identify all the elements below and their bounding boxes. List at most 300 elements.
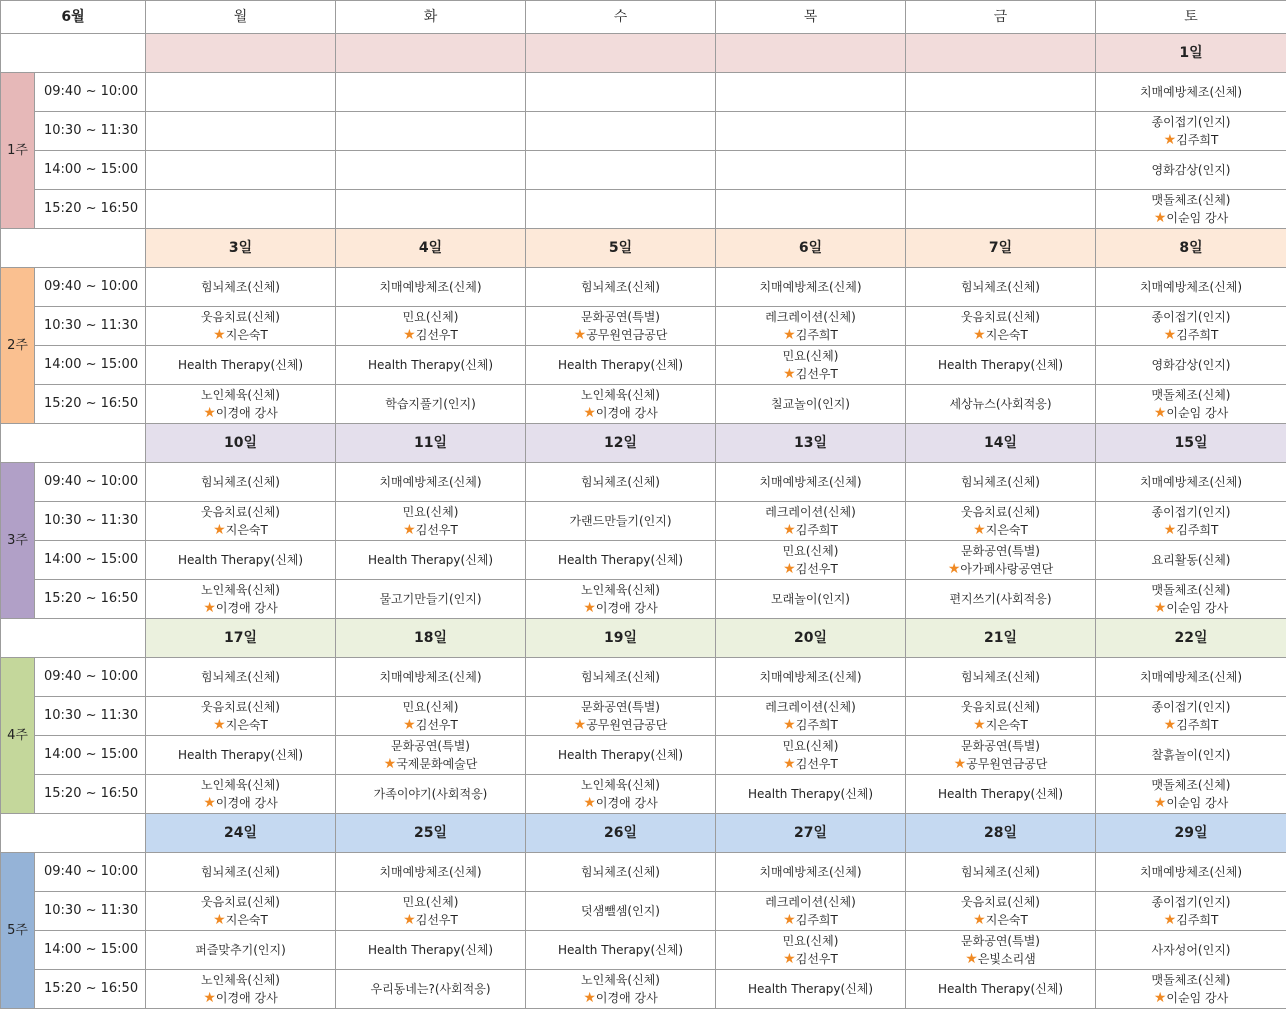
instructor-name: 이경애 강사 <box>215 796 278 810</box>
instructor-line <box>1096 794 1286 812</box>
activity-cell <box>1096 385 1286 424</box>
activity-cell <box>336 190 526 229</box>
time-slot-label: 09:40 ~ 10:00 <box>35 73 146 112</box>
date-cell <box>336 34 526 73</box>
activity-cell <box>336 931 526 970</box>
activity-title: 치매예방체조(신체) <box>759 670 862 684</box>
activity-title: 힘뇌체조(신체) <box>201 670 280 684</box>
activity-title: 치매예방체조(신체) <box>379 475 482 489</box>
activity-title: 노인체육(신체) <box>581 778 660 792</box>
activity-cell <box>906 853 1096 892</box>
instructor-name: 이순임 강사 <box>1166 406 1229 420</box>
week-label: 3주 <box>1 463 35 619</box>
activity-title: 민요(신체) <box>402 895 459 909</box>
activity-cell <box>1096 775 1286 814</box>
activity-cell <box>1096 970 1286 1009</box>
instructor-line <box>1096 989 1286 1007</box>
activity-title: Health Therapy(신체) <box>177 358 304 372</box>
star-icon: ★ <box>783 912 796 928</box>
activity-title: 힘뇌체조(신체) <box>581 475 660 489</box>
activity-title: 가족이야기(사회적응) <box>373 787 488 801</box>
instructor-line <box>1096 326 1286 344</box>
activity-cell <box>716 853 906 892</box>
time-slot-label: 14:00 ~ 15:00 <box>35 346 146 385</box>
time-slot-label: 15:20 ~ 16:50 <box>35 385 146 424</box>
activity-cell <box>1096 307 1286 346</box>
activity-cell <box>526 892 716 931</box>
time-slot-label: 10:30 ~ 11:30 <box>35 112 146 151</box>
instructor-name: 지은숙T <box>225 523 268 537</box>
activity-cell <box>336 112 526 151</box>
instructor-name: 이순임 강사 <box>1166 991 1229 1005</box>
activity-cell <box>1096 73 1286 112</box>
activity-title: 학습지풀기(인지) <box>385 397 476 411</box>
activity-title: 노인체육(신체) <box>581 973 660 987</box>
date-row-spacer <box>1 229 146 268</box>
activity-title: 웃음치료(신체) <box>961 895 1040 909</box>
time-slot-label: 09:40 ~ 10:00 <box>35 658 146 697</box>
activity-title: 웃음치료(신체) <box>201 700 280 714</box>
activity-title: 레크레이션(신체) <box>765 700 856 714</box>
activity-title: 치매예방체조(신체) <box>759 475 862 489</box>
month-label: 6월 <box>1 1 146 34</box>
activity-title: 치매예방체조(신체) <box>1139 280 1243 294</box>
date-cell: 24일 <box>146 814 336 853</box>
activity-cell <box>906 190 1096 229</box>
star-icon: ★ <box>973 717 986 733</box>
instructor-line <box>336 521 525 539</box>
activity-title: 민요(신체) <box>402 310 459 324</box>
star-icon: ★ <box>1153 405 1167 421</box>
activity-cell <box>716 697 906 736</box>
activity-cell <box>1096 892 1286 931</box>
activity-cell <box>526 268 716 307</box>
activity-title: 맷돌체조(신체) <box>1151 973 1231 987</box>
activity-cell <box>906 502 1096 541</box>
activity-cell <box>526 853 716 892</box>
activity-title: 세상뉴스(사회적응) <box>949 397 1052 411</box>
activity-cell <box>146 346 336 385</box>
activity-cell <box>1096 190 1286 229</box>
date-cell: 19일 <box>526 619 716 658</box>
day-header-wed: 수 <box>526 1 716 34</box>
activity-title: Health Therapy(신체) <box>177 748 304 762</box>
activity-title: 치매예방체조(신체) <box>759 865 862 879</box>
star-icon: ★ <box>973 912 986 928</box>
star-icon: ★ <box>583 405 596 421</box>
instructor-line <box>716 755 905 773</box>
activity-cell <box>1096 853 1286 892</box>
activity-title: 덧샘뺄셈(인지) <box>581 904 660 918</box>
instructor-line <box>906 911 1095 929</box>
instructor-line <box>146 599 335 617</box>
instructor-line <box>336 911 525 929</box>
instructor-name: 이경애 강사 <box>215 601 278 615</box>
activity-title: 민요(신체) <box>402 505 459 519</box>
instructor-line <box>526 404 715 422</box>
activity-cell <box>906 307 1096 346</box>
star-icon: ★ <box>1153 990 1167 1006</box>
star-icon: ★ <box>583 600 596 616</box>
time-slot-row <box>1 658 1286 697</box>
week-label: 2주 <box>1 268 35 424</box>
time-slot-row <box>1 307 1286 346</box>
time-slot-label: 14:00 ~ 15:00 <box>35 736 146 775</box>
instructor-name: 김선우T <box>795 367 838 381</box>
date-cell: 14일 <box>906 424 1096 463</box>
activity-title: 영화감상(인지) <box>1151 358 1231 372</box>
date-row-spacer <box>1 424 146 463</box>
date-cell: 29일 <box>1096 814 1286 853</box>
activity-cell <box>1096 502 1286 541</box>
activity-cell <box>1096 736 1286 775</box>
star-icon: ★ <box>965 951 978 967</box>
time-slot-row <box>1 892 1286 931</box>
activity-cell <box>906 892 1096 931</box>
week-date-row <box>1 814 1286 853</box>
star-icon: ★ <box>783 717 796 733</box>
activity-title: 맷돌체조(신체) <box>1151 193 1231 207</box>
time-slot-row <box>1 463 1286 502</box>
activity-title: 치매예방체조(신체) <box>1139 85 1243 99</box>
time-slot-label: 15:20 ~ 16:50 <box>35 970 146 1009</box>
week-label: 1주 <box>1 73 35 229</box>
activity-title: 노인체육(신체) <box>201 388 280 402</box>
date-cell: 27일 <box>716 814 906 853</box>
activity-title: Health Therapy(신체) <box>937 982 1064 996</box>
star-icon: ★ <box>973 522 986 538</box>
activity-title: 힘뇌체조(신체) <box>961 475 1040 489</box>
week-date-row <box>1 229 1286 268</box>
time-slot-label: 10:30 ~ 11:30 <box>35 892 146 931</box>
star-icon: ★ <box>203 405 216 421</box>
day-header-thu: 목 <box>716 1 906 34</box>
activity-title: 레크레이션(신체) <box>765 310 856 324</box>
activity-title: 문화공연(특별) <box>581 700 660 714</box>
activity-cell <box>146 580 336 619</box>
activity-cell <box>146 502 336 541</box>
activity-cell <box>716 541 906 580</box>
activity-title: 문화공연(특별) <box>961 934 1040 948</box>
activity-title: 웃음치료(신체) <box>201 310 280 324</box>
activity-title: 맷돌체조(신체) <box>1151 388 1231 402</box>
activity-title: 문화공연(특별) <box>581 310 660 324</box>
star-icon: ★ <box>203 795 216 811</box>
star-icon: ★ <box>583 990 596 1006</box>
instructor-name: 지은숙T <box>225 913 268 927</box>
activity-cell <box>716 463 906 502</box>
time-slot-row <box>1 541 1286 580</box>
star-icon: ★ <box>1153 210 1167 226</box>
activity-title: Health Therapy(신체) <box>747 982 874 996</box>
activity-cell <box>716 112 906 151</box>
activity-title: 치매예방체조(신체) <box>1139 670 1243 684</box>
time-slot-row <box>1 853 1286 892</box>
activity-title: 웃음치료(신체) <box>961 700 1040 714</box>
date-cell <box>526 34 716 73</box>
star-icon: ★ <box>783 327 796 343</box>
star-icon: ★ <box>973 327 986 343</box>
activity-title: Health Therapy(신체) <box>557 748 684 762</box>
activity-cell <box>336 580 526 619</box>
activity-cell <box>906 970 1096 1009</box>
activity-title: 종이접기(인지) <box>1151 895 1231 909</box>
instructor-line <box>906 326 1095 344</box>
instructor-line <box>146 326 335 344</box>
week-date-row <box>1 34 1286 73</box>
activity-cell <box>146 853 336 892</box>
activity-cell <box>1096 580 1286 619</box>
activity-cell <box>716 502 906 541</box>
instructor-name: 김주희T <box>795 913 838 927</box>
time-slot-label: 15:20 ~ 16:50 <box>35 775 146 814</box>
activity-title: 치매예방체조(신체) <box>1139 865 1243 879</box>
star-icon: ★ <box>213 912 226 928</box>
activity-title: Health Therapy(신체) <box>937 358 1064 372</box>
date-row-spacer <box>1 619 146 658</box>
activity-cell <box>526 970 716 1009</box>
activity-cell <box>1096 931 1286 970</box>
activity-cell <box>1096 463 1286 502</box>
instructor-name: 김주희T <box>795 523 838 537</box>
activity-cell <box>1096 112 1286 151</box>
activity-title: Health Therapy(신체) <box>557 553 684 567</box>
activity-title: 치매예방체조(신체) <box>759 280 862 294</box>
week-label: 4주 <box>1 658 35 814</box>
date-cell: 10일 <box>146 424 336 463</box>
date-row-spacer <box>1 34 146 73</box>
star-icon: ★ <box>403 912 416 928</box>
instructor-line <box>526 794 715 812</box>
activity-title: 치매예방체조(신체) <box>379 670 482 684</box>
activity-cell <box>1096 346 1286 385</box>
activity-title: 사자성어(인지) <box>1151 943 1231 957</box>
instructor-line <box>526 326 715 344</box>
activity-cell <box>1096 658 1286 697</box>
instructor-name: 이경애 강사 <box>595 406 658 420</box>
instructor-name: 지은숙T <box>985 913 1028 927</box>
activity-title: 노인체육(신체) <box>201 973 280 987</box>
activity-cell <box>906 73 1096 112</box>
date-cell: 18일 <box>336 619 526 658</box>
activity-title: 웃음치료(신체) <box>961 505 1040 519</box>
star-icon: ★ <box>403 327 416 343</box>
star-icon: ★ <box>783 561 796 577</box>
instructor-line <box>906 755 1095 773</box>
activity-cell <box>526 736 716 775</box>
instructor-line <box>146 404 335 422</box>
instructor-line <box>906 716 1095 734</box>
instructor-line <box>146 989 335 1007</box>
activity-cell <box>716 73 906 112</box>
activity-cell <box>906 775 1096 814</box>
activity-title: 웃음치료(신체) <box>961 310 1040 324</box>
date-cell <box>146 34 336 73</box>
instructor-name: 아가페사랑공연단 <box>960 562 1054 576</box>
instructor-name: 지은숙T <box>985 523 1028 537</box>
instructor-name: 공무원연금공단 <box>966 757 1048 771</box>
date-row-spacer <box>1 814 146 853</box>
activity-title: 종이접기(인지) <box>1151 505 1231 519</box>
date-cell: 20일 <box>716 619 906 658</box>
activity-title: 맷돌체조(신체) <box>1151 583 1231 597</box>
activity-title: Health Therapy(신체) <box>557 943 684 957</box>
activity-cell <box>336 385 526 424</box>
activity-cell <box>526 385 716 424</box>
time-slot-row <box>1 775 1286 814</box>
star-icon: ★ <box>573 327 587 343</box>
activity-title: Health Therapy(신체) <box>557 358 684 372</box>
date-cell: 13일 <box>716 424 906 463</box>
star-icon: ★ <box>383 756 397 772</box>
instructor-name: 지은숙T <box>985 328 1028 342</box>
activity-cell <box>146 268 336 307</box>
instructor-name: 김주희T <box>1176 523 1219 537</box>
instructor-line <box>716 950 905 968</box>
star-icon: ★ <box>947 561 961 577</box>
instructor-name: 이경애 강사 <box>215 406 278 420</box>
activity-cell <box>716 892 906 931</box>
time-slot-label: 14:00 ~ 15:00 <box>35 931 146 970</box>
time-slot-label: 14:00 ~ 15:00 <box>35 541 146 580</box>
day-header-sat: 토 <box>1096 1 1286 34</box>
activity-cell <box>336 892 526 931</box>
activity-cell <box>146 73 336 112</box>
activity-cell <box>336 853 526 892</box>
instructor-line <box>906 950 1095 968</box>
activity-title: 노인체육(신체) <box>201 583 280 597</box>
instructor-line <box>336 755 525 773</box>
instructor-line <box>716 326 905 344</box>
activity-cell <box>146 970 336 1009</box>
instructor-line <box>526 716 715 734</box>
activity-title: 퍼즐맞추기(인지) <box>195 943 286 957</box>
star-icon: ★ <box>1163 522 1177 538</box>
star-icon: ★ <box>783 951 796 967</box>
instructor-line <box>1096 209 1286 227</box>
activity-cell <box>716 346 906 385</box>
activity-cell <box>146 385 336 424</box>
activity-title: 치매예방체조(신체) <box>379 865 482 879</box>
activity-cell <box>526 697 716 736</box>
date-cell: 11일 <box>336 424 526 463</box>
activity-cell <box>906 697 1096 736</box>
activity-cell <box>336 658 526 697</box>
time-slot-row <box>1 151 1286 190</box>
activity-cell <box>146 775 336 814</box>
activity-title: Health Therapy(신체) <box>367 943 494 957</box>
instructor-name: 김선우T <box>795 562 838 576</box>
instructor-name: 김주희T <box>1176 718 1219 732</box>
activity-title: 힘뇌체조(신체) <box>581 280 660 294</box>
instructor-name: 김선우T <box>415 718 458 732</box>
activity-title: 치매예방체조(신체) <box>1139 475 1243 489</box>
activity-title: Health Therapy(신체) <box>367 358 494 372</box>
activity-title: 힘뇌체조(신체) <box>961 280 1040 294</box>
activity-cell <box>336 736 526 775</box>
activity-cell <box>906 658 1096 697</box>
instructor-line <box>1096 599 1286 617</box>
activity-cell <box>336 775 526 814</box>
activity-cell <box>526 73 716 112</box>
activity-cell <box>146 112 336 151</box>
activity-cell <box>716 151 906 190</box>
activity-cell <box>526 346 716 385</box>
star-icon: ★ <box>1163 132 1177 148</box>
activity-cell <box>906 385 1096 424</box>
instructor-line <box>1096 716 1286 734</box>
week-date-row <box>1 424 1286 463</box>
date-cell: 3일 <box>146 229 336 268</box>
star-icon: ★ <box>573 717 587 733</box>
activity-title: 노인체육(신체) <box>581 388 660 402</box>
activity-cell <box>336 970 526 1009</box>
day-header-mon: 월 <box>146 1 336 34</box>
activity-title: 웃음치료(신체) <box>201 895 280 909</box>
activity-cell <box>906 268 1096 307</box>
star-icon: ★ <box>1153 795 1167 811</box>
activity-title: 찰흙놀이(인지) <box>1151 748 1231 762</box>
instructor-line <box>146 911 335 929</box>
instructor-line <box>1096 521 1286 539</box>
star-icon: ★ <box>1153 600 1167 616</box>
activity-title: 우리동네는?(사회적응) <box>370 982 491 996</box>
activity-cell <box>716 736 906 775</box>
date-cell: 6일 <box>716 229 906 268</box>
instructor-line <box>146 716 335 734</box>
activity-title: 종이접기(인지) <box>1151 115 1231 129</box>
star-icon: ★ <box>403 522 416 538</box>
week-date-row <box>1 619 1286 658</box>
instructor-line <box>526 989 715 1007</box>
activity-cell <box>146 931 336 970</box>
date-cell: 4일 <box>336 229 526 268</box>
time-slot-label: 09:40 ~ 10:00 <box>35 463 146 502</box>
time-slot-row <box>1 736 1286 775</box>
activity-title: 맷돌체조(신체) <box>1151 778 1231 792</box>
instructor-name: 김선우T <box>415 328 458 342</box>
time-slot-row <box>1 385 1286 424</box>
week-label: 5주 <box>1 853 35 1009</box>
star-icon: ★ <box>203 990 216 1006</box>
date-cell: 28일 <box>906 814 1096 853</box>
activity-title: 힘뇌체조(신체) <box>201 865 280 879</box>
date-cell: 22일 <box>1096 619 1286 658</box>
instructor-line <box>716 716 905 734</box>
instructor-name: 김주희T <box>1176 133 1219 147</box>
instructor-line <box>716 560 905 578</box>
time-slot-label: 10:30 ~ 11:30 <box>35 502 146 541</box>
activity-cell <box>906 931 1096 970</box>
day-header-row <box>1 1 1286 34</box>
date-cell: 21일 <box>906 619 1096 658</box>
activity-title: 편지쓰기(사회적응) <box>949 592 1052 606</box>
activity-title: Health Therapy(신체) <box>367 553 494 567</box>
date-cell: 5일 <box>526 229 716 268</box>
instructor-name: 김주희T <box>795 328 838 342</box>
star-icon: ★ <box>213 327 226 343</box>
activity-cell <box>146 892 336 931</box>
activity-title: 민요(신체) <box>782 739 839 753</box>
instructor-name: 공무원연금공단 <box>586 718 668 732</box>
activity-title: 문화공연(특별) <box>961 739 1040 753</box>
activity-cell <box>716 385 906 424</box>
activity-title: 노인체육(신체) <box>201 778 280 792</box>
instructor-line <box>336 716 525 734</box>
date-cell: 25일 <box>336 814 526 853</box>
activity-title: 칠교놀이(인지) <box>771 397 850 411</box>
activity-title: 문화공연(특별) <box>961 544 1040 558</box>
